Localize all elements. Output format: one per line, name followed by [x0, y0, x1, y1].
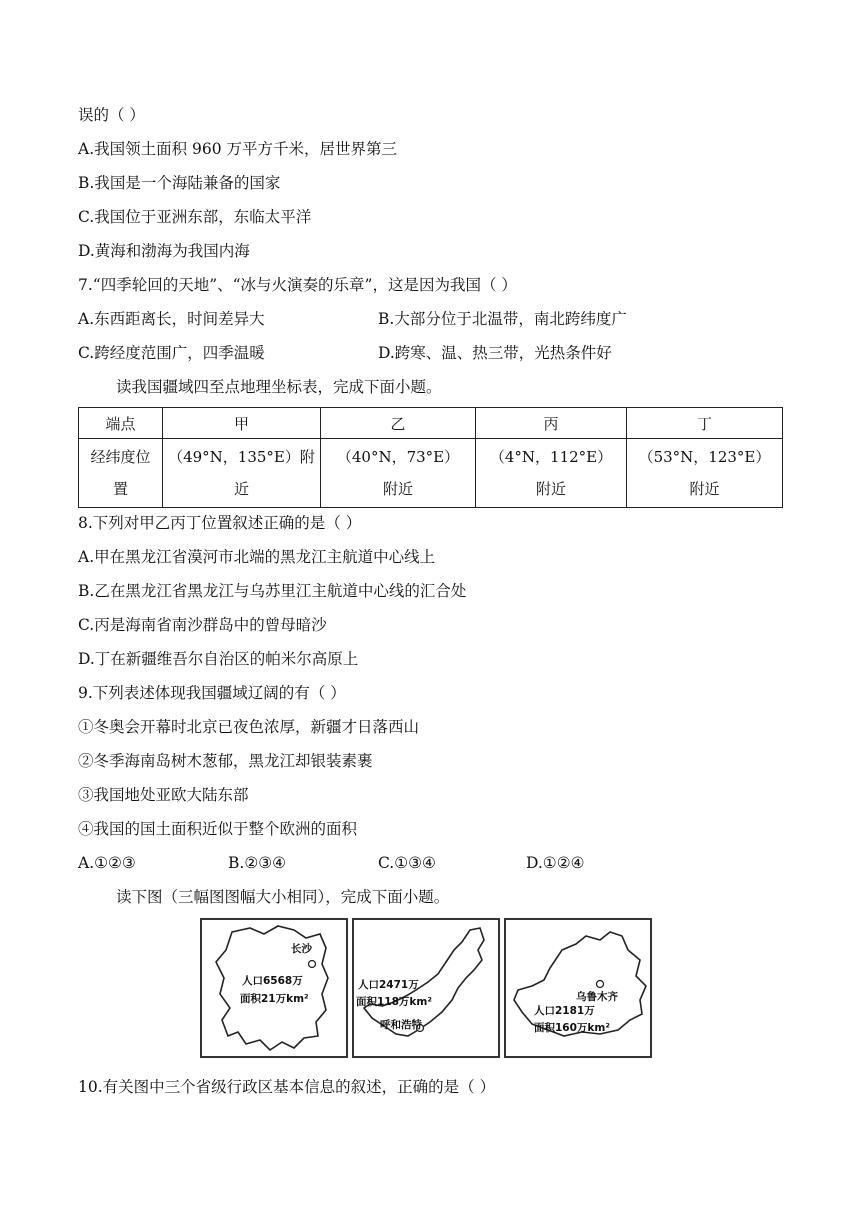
table-header-cell: 丁 [627, 408, 783, 439]
map-hunan [200, 918, 348, 1058]
cell-line1: （53°N，123°E） [638, 448, 771, 466]
q6-option-a: A.我国领土面积 960 万平方千米，居世界第三 [78, 140, 398, 158]
q8-stem: 8.下列对甲乙丙丁位置叙述正确的是（ ） [78, 514, 362, 532]
cell-line2: 近 [233, 480, 249, 498]
q6-option-d: D.黄海和渤海为我国内海 [78, 242, 250, 260]
q9-statement-3: ③我国地处亚欧大陆东部 [78, 786, 249, 804]
q8-option-b: B.乙在黑龙江省黑龙江与乌苏里江主航道中心线的汇合处 [78, 582, 467, 600]
q8-option-d: D.丁在新疆维吾尔自治区的帕米尔高原上 [78, 650, 359, 668]
q9-statement-1: ①冬奥会开幕时北京已夜色浓厚，新疆才日落西山 [78, 718, 420, 736]
map-city-label: 乌鲁木齐 [576, 991, 618, 1003]
row-label-line2: 置 [112, 480, 128, 498]
cell-line1: （4°N，112°E） [489, 448, 613, 466]
table-header-row [79, 408, 783, 439]
map-population-label: 人口6568万 [242, 975, 303, 987]
map-xinjiang [504, 918, 652, 1058]
map-city-label: 呼和浩特 [380, 1019, 422, 1031]
q7-option-c: C.跨经度范围广，四季温暖 [78, 344, 265, 362]
q9-statement-4: ④我国的国土面积近似于整个欧洲的面积 [78, 820, 358, 838]
map-population-label: 人口2181万 [534, 1005, 595, 1017]
extreme-points-table [78, 407, 783, 508]
q7-option-a: A.东西距离长，时间差异大 [78, 310, 265, 328]
q8-option-c: C.丙是海南省南沙群岛中的曾母暗沙 [78, 616, 327, 634]
q10-stem: 10.有关图中三个省级行政区基本信息的叙述，正确的是（ ） [78, 1078, 496, 1096]
map-area-label: 面积160万km² [534, 1022, 610, 1034]
cell-line1: （49°N，135°E）附 [168, 448, 315, 466]
table-row [79, 439, 783, 508]
map-area-label: 面积21万km² [240, 993, 309, 1005]
maps-intro: 读下图（三幅图图幅大小相同），完成下面小题。 [116, 888, 450, 906]
cell-line2: 附近 [689, 480, 720, 498]
table-cell-yi [321, 439, 476, 508]
table-cell-bing [476, 439, 627, 508]
table-cell-ding [627, 439, 783, 508]
map-city-label: 长沙 [291, 943, 312, 955]
table-cell-jia [163, 439, 321, 508]
xinjiang-outline [506, 920, 654, 1056]
cell-line2: 附近 [535, 480, 566, 498]
q7-option-b: B.大部分位于北温带，南北跨纬度广 [378, 310, 627, 328]
q9-option-b: B.②③④ [228, 854, 287, 872]
table-header-cell: 乙 [321, 408, 476, 439]
row-label-line1: 经纬度位 [90, 448, 151, 466]
table-row-label [79, 439, 163, 508]
table-header-cell: 丙 [476, 408, 627, 439]
table-header-cell: 甲 [163, 408, 321, 439]
map-population-label: 人口2471万 [358, 979, 419, 991]
map-area-label: 面积118万km² [356, 996, 432, 1008]
q9-statement-2: ②冬季海南岛树木葱郁，黑龙江却银装素裹 [78, 752, 373, 770]
q9-option-d: D.①②④ [526, 854, 585, 872]
q7-stem: 7.“四季轮回的天地”、“冰与火演奏的乐章”，这是因为我国（ ） [78, 276, 517, 294]
cell-line1: （40°N，73°E） [336, 448, 460, 466]
q6-option-b: B.我国是一个海陆兼备的国家 [78, 174, 281, 192]
table-header-cell: 端点 [79, 408, 163, 439]
q9-stem: 9.下列表述体现我国疆域辽阔的有（ ） [78, 684, 346, 702]
map-inner-mongolia [352, 918, 500, 1058]
hunan-outline [202, 920, 346, 1056]
q9-option-a: A.①②③ [78, 854, 136, 872]
q6-option-c: C.我国位于亚洲东部，东临太平洋 [78, 208, 312, 226]
q7-option-d: D.跨寒、温、热三带，光热条件好 [378, 344, 612, 362]
changsha-marker-icon [309, 961, 316, 968]
urumqi-marker-icon [597, 981, 604, 988]
table-intro: 读我国疆域四至点地理坐标表，完成下面小题。 [116, 378, 442, 396]
q9-option-c: C.①③④ [378, 854, 436, 872]
cell-line2: 附近 [382, 480, 413, 498]
q6-stem-tail: 误的（ ） [78, 106, 145, 124]
q8-option-a: A.甲在黑龙江省漠河市北端的黑龙江主航道中心线上 [78, 548, 436, 566]
